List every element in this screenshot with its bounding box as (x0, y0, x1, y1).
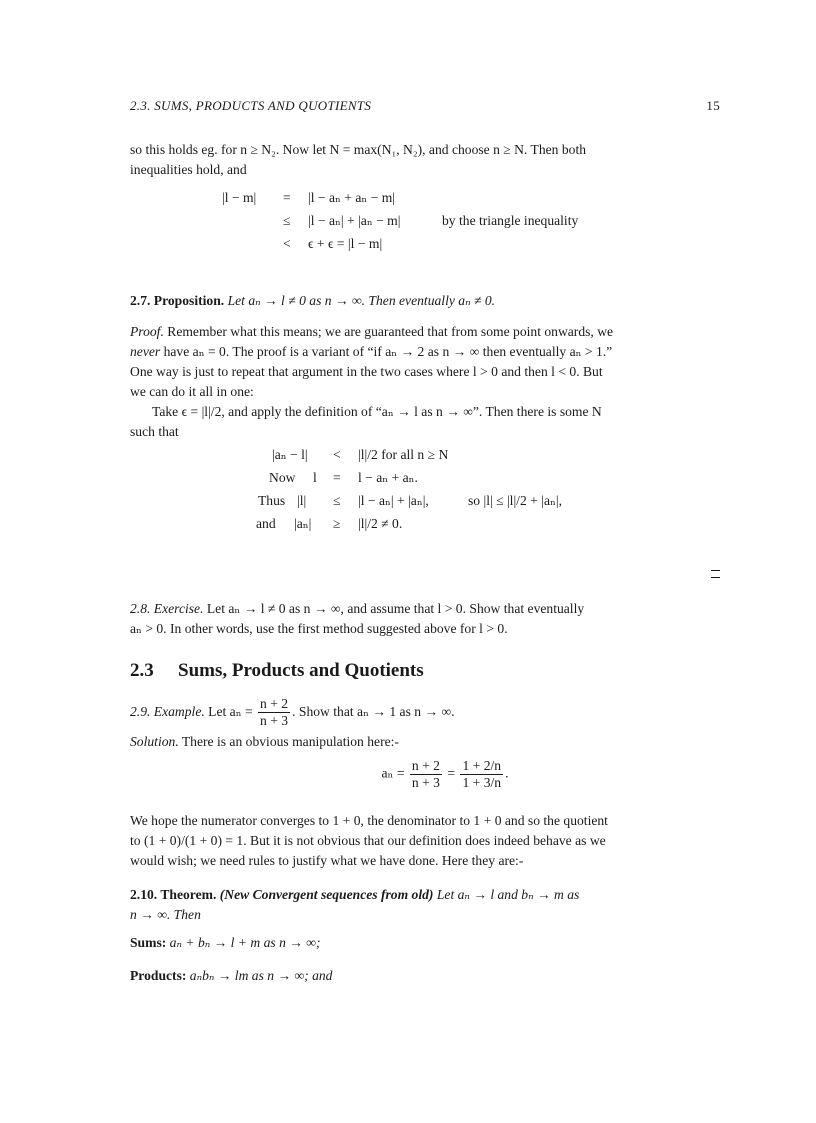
exercise-line-2: aₙ > 0. In other words, use the first method suggested above for l > 0. (130, 621, 508, 636)
products-label: Products: (130, 968, 187, 983)
intro-line-1: so this holds eg. for n ≥ N₂. Now let N = max(N₁, N₂), and choose n ≥ N. Then both (130, 142, 587, 157)
eq-lhs: |aₙ − l| (272, 447, 308, 462)
example-fraction (258, 696, 290, 729)
proposition-2-7 (130, 291, 720, 311)
eq-rel: ≤ (283, 213, 291, 228)
solution-fraction-1 (410, 758, 442, 791)
discussion-line-1: We hope the numerator converges to 1 + 0, the denominator to 1 + 0 and so the quotient (130, 813, 608, 828)
theorem-2-10 (130, 885, 720, 925)
eq-rhs: |l|/2 for all n ≥ N (358, 447, 449, 462)
eq-lhs: |l − m| (222, 190, 257, 205)
products-item (130, 966, 720, 986)
solution-line (130, 732, 720, 752)
sums-item (130, 933, 720, 953)
proof-display (130, 447, 720, 539)
example-post: . Show that aₙ → 1 as n → ∞. (292, 704, 455, 719)
solution-text: There is an obvious manipulation here:- (178, 734, 399, 749)
proof-paragraph (130, 322, 720, 442)
discussion-line-3: would wish; we need rules to justify what we have done. Here they are:- (130, 853, 524, 868)
proposition-label: 2.7. Proposition. (130, 293, 225, 308)
running-title: 2.3. SUMS, PRODUCTS AND QUOTIENTS (130, 98, 372, 113)
eq-pre: and (256, 516, 276, 531)
eq-lhs: |aₙ| (294, 516, 312, 531)
eq-rel: < (283, 236, 291, 251)
fraction-denominator: n + 3 (411, 775, 440, 790)
proof-line-4: we can do it all in one: (130, 384, 254, 399)
eq-rel: ≥ (333, 516, 341, 531)
eq-rhs: |l|/2 ≠ 0. (358, 516, 403, 531)
proof-line-1: Remember what this means; we are guaranteed that from some point onwards, we (163, 324, 614, 339)
eq-pre: Now (269, 470, 296, 485)
theorem-title: (New Convergent sequences from old) (219, 887, 434, 902)
theorem-line-1: Let aₙ → l and bₙ → m as (433, 887, 580, 902)
intro-paragraph (130, 140, 720, 180)
eq-lhs: l (313, 470, 317, 485)
qed-box-icon (711, 570, 720, 579)
solution-mid: = (443, 765, 459, 781)
section-heading (130, 660, 424, 682)
fraction-denominator: 1 + 3/n (462, 775, 502, 790)
proof-line-3: One way is just to repeat that argument in the two cases where l > 0 and then l < 0. But (130, 364, 603, 379)
discussion-line-2: to (1 + 0)/(1 + 0) = 1. But it is not obvious that our definition does indeed behave as we (130, 833, 606, 848)
eq-rel: ≤ (333, 493, 341, 508)
running-header (130, 98, 720, 114)
example-pre: Let aₙ = (204, 704, 257, 719)
eq-note: by the triangle inequality (442, 213, 579, 228)
eq-lhs: |l| (297, 493, 307, 508)
sums-text: aₙ + bₙ → l + m as n → ∞; (166, 935, 321, 950)
section-number: 2.3 (130, 660, 154, 681)
eq-rhs: ϵ + ϵ = |l − m| (308, 236, 383, 251)
triangle-inequality-display (130, 190, 720, 260)
eq-pre: Thus (258, 493, 286, 508)
eq-rhs: |l − aₙ + aₙ − m| (308, 190, 396, 205)
fraction-numerator: 1 + 2/n (462, 758, 502, 773)
eq-rel: < (333, 447, 341, 462)
proof-line-5: Take ϵ = |l|/2, and apply the definition of “aₙ → l as n → ∞”. Then there is some N (152, 404, 602, 419)
solution-end: . (505, 765, 509, 781)
proof-line-6: such that (130, 424, 179, 439)
products-text: aₙbₙ → lm as n → ∞; and (186, 968, 333, 983)
proof-label: Proof. (130, 324, 164, 339)
section-title: Sums, Products and Quotients (178, 660, 424, 681)
exercise-line-1: Let aₙ → l ≠ 0 as n → ∞, and assume that l > 0. Show that eventually (203, 601, 585, 616)
example-label: 2.9. Example. (130, 704, 205, 719)
sums-label: Sums: (130, 935, 167, 950)
proof-emph-never: never (130, 344, 161, 359)
solution-display (130, 758, 720, 791)
proof-line-2: have aₙ = 0. The proof is a variant of “if aₙ → 2 as n → ∞ then eventually aₙ > 1.” (160, 344, 613, 359)
page-number: 15 (706, 98, 720, 113)
eq-rhs: l − aₙ + aₙ. (358, 470, 418, 485)
eq-rel: = (333, 470, 341, 485)
fraction-numerator: n + 2 (260, 696, 289, 712)
fraction-denominator: n + 3 (260, 713, 289, 729)
proposition-statement: Let aₙ → l ≠ 0 as n → ∞. Then eventually aₙ ≠ 0. (227, 293, 496, 308)
theorem-label: 2.10. Theorem. (130, 887, 217, 902)
solution-fraction-2 (460, 758, 503, 791)
intro-line-2: inequalities hold, and (130, 162, 247, 177)
eq-extra: so |l| ≤ |l|/2 + |aₙ|, (468, 493, 562, 508)
solution-label: Solution. (130, 734, 179, 749)
eq-rhs: |l − aₙ| + |aₙ|, (358, 493, 429, 508)
exercise-label: 2.8. Exercise. (130, 601, 204, 616)
eq-rel: = (283, 190, 291, 205)
discussion-paragraph (130, 811, 720, 871)
solution-lhs: aₙ = (381, 765, 408, 781)
eq-rhs: |l − aₙ| + |aₙ − m| (308, 213, 401, 228)
fraction-numerator: n + 2 (411, 758, 440, 773)
theorem-line-2: n → ∞. Then (130, 907, 201, 922)
example-2-9 (130, 694, 720, 730)
exercise-2-8 (130, 599, 720, 639)
